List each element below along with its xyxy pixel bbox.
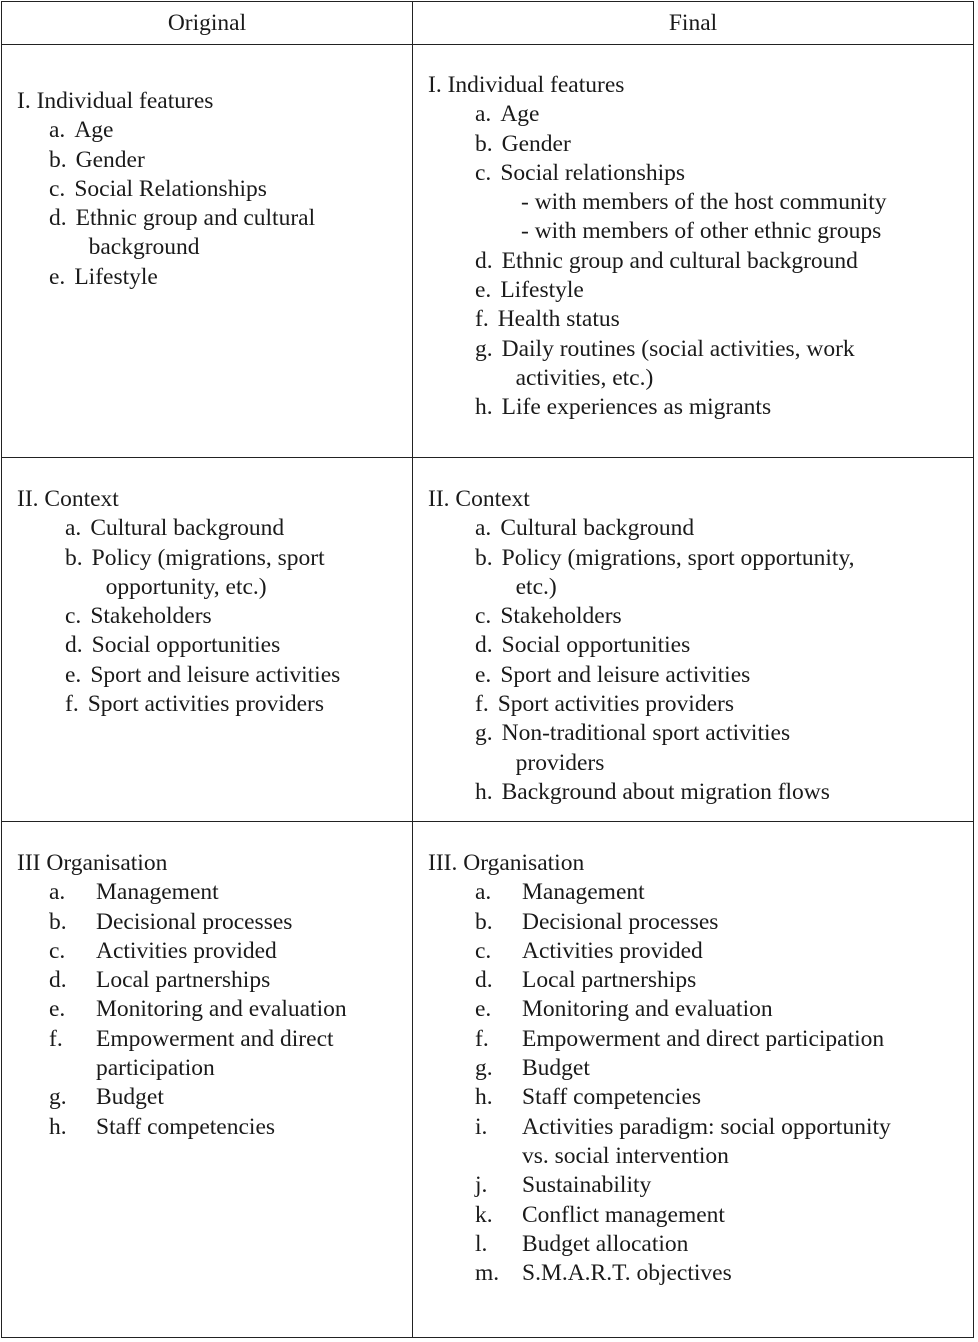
item-text: Budget [96, 1084, 164, 1111]
item-marker: d. [475, 967, 493, 994]
original-individual-cell [2, 45, 413, 458]
item-text: S.M.A.R.T. objectives [522, 1260, 732, 1287]
item-text: Activities paradigm: social opportunity [522, 1113, 891, 1140]
list-item [428, 778, 965, 807]
item-marker: j. [475, 1172, 488, 1199]
list-item [17, 690, 404, 719]
final-context-cell [413, 458, 974, 822]
list-item [428, 690, 965, 719]
list-item [428, 1054, 965, 1083]
list-item [17, 146, 404, 175]
item-marker: d. [49, 967, 67, 994]
item-text: Age [500, 101, 540, 128]
list-item [17, 116, 404, 145]
item-marker: d. [475, 247, 493, 274]
item-text-continuation: activities, etc.) [515, 364, 654, 391]
item-text: Age [74, 117, 114, 144]
item-text: Gender [501, 130, 571, 157]
organisation-row [2, 822, 974, 1338]
list-item [428, 305, 965, 334]
item-marker: a. [475, 515, 492, 542]
item-marker: b. [65, 544, 83, 571]
item-marker: b. [49, 908, 67, 935]
list-item [428, 1259, 965, 1288]
item-text: Sport and leisure activities [90, 661, 341, 688]
item-marker: b. [475, 544, 493, 571]
item-marker: h. [475, 778, 493, 805]
list-item [428, 1201, 965, 1230]
item-marker: c. [475, 937, 492, 964]
list-item [428, 335, 965, 394]
list-item [428, 937, 965, 966]
item-text: Management [522, 879, 645, 906]
list-item [17, 204, 404, 263]
list-item [17, 937, 404, 966]
item-text: Sport and leisure activities [500, 661, 751, 688]
item-text: Activities provided [522, 937, 703, 964]
header-row [2, 2, 974, 45]
item-text: Social Relationships [74, 175, 267, 202]
sub-item: - with members of other ethnic groups [521, 218, 882, 245]
item-text: Daily routines (social activities, work [501, 335, 855, 362]
list-item [428, 1113, 965, 1172]
list-item [17, 1113, 404, 1142]
item-text: Social relationships [500, 159, 686, 186]
list-item [17, 1083, 404, 1112]
item-marker: f. [65, 691, 79, 718]
list-item [428, 1083, 965, 1112]
item-marker: m. [475, 1260, 500, 1287]
list-item [17, 1025, 404, 1084]
list-item [428, 159, 965, 188]
original-organisation-cell [2, 822, 413, 1338]
item-marker: c. [475, 159, 492, 186]
item-marker: f. [475, 691, 489, 718]
item-marker: k. [475, 1201, 493, 1228]
item-marker: b. [475, 908, 493, 935]
header-final: Final [413, 2, 974, 45]
item-text: Monitoring and evaluation [522, 996, 773, 1023]
item-marker: g. [49, 1084, 67, 1111]
comparison-table [1, 1, 974, 1338]
item-text: Sport activities providers [497, 691, 734, 718]
item-marker: b. [475, 130, 493, 157]
list-item [428, 719, 965, 778]
section-title: II. Context [428, 486, 530, 512]
list-item [428, 1171, 965, 1200]
list-item [428, 602, 965, 631]
list-item [428, 544, 965, 603]
list-item [17, 878, 404, 907]
item-text: Activities provided [96, 937, 277, 964]
item-marker: e. [475, 661, 492, 688]
item-marker: d. [65, 632, 83, 659]
item-text: Ethnic group and cultural [75, 205, 316, 232]
list-item [428, 908, 965, 937]
item-text: Background about migration flows [501, 778, 830, 805]
list-item [428, 995, 965, 1024]
item-text: Local partnerships [522, 967, 697, 994]
item-text: Management [96, 879, 219, 906]
item-text: Policy (migrations, sport [91, 544, 325, 571]
list-item [17, 263, 404, 292]
item-marker: g. [475, 1055, 493, 1082]
item-marker: a. [475, 101, 492, 128]
item-marker: c. [65, 603, 82, 630]
item-marker: e. [49, 996, 66, 1023]
item-marker: f. [475, 306, 489, 333]
context-row [2, 458, 974, 822]
item-text-continuation: etc.) [515, 573, 557, 600]
list-item [17, 514, 404, 543]
item-text-continuation: background [88, 234, 200, 261]
item-marker: e. [475, 996, 492, 1023]
item-text: Social opportunities [91, 632, 281, 659]
item-marker: b. [49, 146, 67, 173]
item-marker: d. [475, 632, 493, 659]
item-marker: e. [65, 661, 82, 688]
item-marker: l. [475, 1230, 488, 1257]
item-text: Lifestyle [500, 277, 584, 304]
item-text: Empowerment and direct participation [522, 1025, 885, 1052]
item-marker: f. [475, 1025, 489, 1052]
header-original: Original [2, 2, 413, 45]
list-item [17, 175, 404, 204]
list-item [428, 1230, 965, 1259]
final-organisation-cell [413, 822, 974, 1338]
item-text-continuation: vs. social intervention [522, 1142, 729, 1169]
item-marker: g. [475, 720, 493, 747]
item-text: Cultural background [500, 515, 695, 542]
item-text: Sport activities providers [87, 691, 324, 718]
item-marker: a. [65, 515, 82, 542]
original-context-cell [2, 458, 413, 822]
item-text: Empowerment and direct [96, 1025, 334, 1052]
item-text: Decisional processes [96, 908, 293, 935]
item-text: Budget allocation [522, 1230, 689, 1257]
item-marker: g. [475, 335, 493, 362]
list-item [428, 878, 965, 907]
item-text: Ethnic group and cultural background [501, 247, 858, 274]
item-text: Stakeholders [90, 603, 212, 630]
item-text: Decisional processes [522, 908, 719, 935]
list-item [428, 661, 965, 690]
list-item [428, 247, 965, 276]
item-text-continuation: providers [515, 749, 605, 776]
section-title: I. Individual features [17, 88, 214, 114]
list-item [428, 631, 965, 660]
list-item [17, 908, 404, 937]
item-text: Sustainability [522, 1172, 652, 1199]
list-item [17, 544, 404, 603]
section-title: III Organisation [17, 850, 168, 876]
item-text: Policy (migrations, sport opportunity, [501, 544, 855, 571]
item-marker: h. [475, 394, 493, 421]
list-item [428, 100, 965, 129]
item-marker: d. [49, 205, 67, 232]
final-individual-cell [413, 45, 974, 458]
list-item [428, 514, 965, 543]
item-marker: e. [475, 277, 492, 304]
item-text: Stakeholders [500, 603, 622, 630]
list-item [17, 966, 404, 995]
item-text: Gender [75, 146, 145, 173]
item-text: Budget [522, 1055, 590, 1082]
item-marker: h. [49, 1113, 67, 1140]
item-text: Non-traditional sport activities [501, 720, 791, 747]
item-text: Life experiences as migrants [501, 394, 772, 421]
list-item [428, 393, 965, 422]
individual-features-row [2, 45, 974, 458]
item-text: Lifestyle [74, 263, 158, 290]
item-marker: a. [49, 879, 66, 906]
item-text: Monitoring and evaluation [96, 996, 347, 1023]
item-marker: e. [49, 263, 66, 290]
item-text: Health status [497, 306, 620, 333]
section-title: II. Context [17, 486, 119, 512]
item-marker: c. [49, 937, 66, 964]
list-item [428, 966, 965, 995]
list-item [17, 602, 404, 631]
item-text: Staff competencies [522, 1084, 702, 1111]
item-text: Staff competencies [96, 1113, 276, 1140]
item-text-continuation: opportunity, etc.) [105, 573, 267, 600]
sub-item: - with members of the host community [521, 189, 887, 216]
section-title: III. Organisation [428, 850, 585, 876]
section-title: I. Individual features [428, 72, 625, 98]
item-marker: c. [49, 175, 66, 202]
list-item [17, 661, 404, 690]
item-text: Local partnerships [96, 967, 271, 994]
item-marker: f. [49, 1025, 63, 1052]
list-item [428, 276, 965, 305]
item-text: Cultural background [90, 515, 285, 542]
item-marker: a. [475, 879, 492, 906]
item-marker: h. [475, 1084, 493, 1111]
item-marker: i. [475, 1113, 488, 1140]
list-item [17, 995, 404, 1024]
item-text: Conflict management [522, 1201, 725, 1228]
item-marker: c. [475, 603, 492, 630]
list-item [428, 130, 965, 159]
list-item [428, 1025, 965, 1054]
list-item [17, 631, 404, 660]
item-marker: a. [49, 117, 66, 144]
item-text-continuation: participation [96, 1055, 215, 1082]
item-text: Social opportunities [501, 632, 691, 659]
